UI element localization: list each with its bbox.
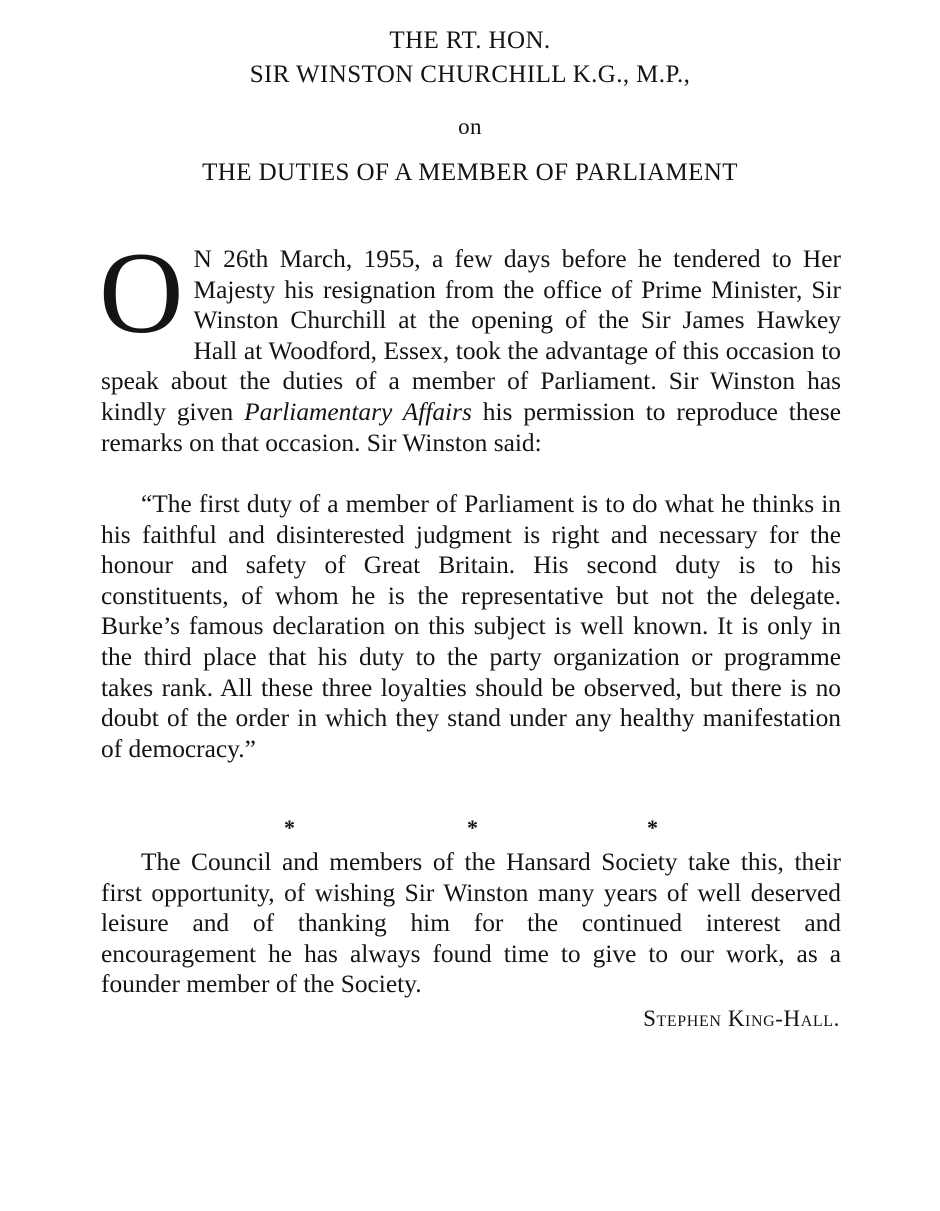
separator-star: * [647,815,658,840]
drop-cap: O [99,229,184,358]
quote-paragraph: “The first duty of a member of Parliament is to do what he thinks in his faithful and disinterested judgment is right and necessary for the honour and safety of Great Britain. His second duty is to his constituents, of whom he is the representative but not the delegate. Burke’s famous declaration on this subject is well known. It is only in the third place that his duty to the party organization or programme takes rank. All these three loyalties should be observed, but there is no doubt of the order in which they stand under any healthy manifestation of democracy.” [101,490,841,763]
separator-star: * [284,815,295,840]
intro-text-start: N 26th March, 1955, a few days before he tendered to Her Majesty his resignation from the office of Prime Minister, Sir Winston Churchill at the opening of the Sir James Hawkey Hall at Woodford, Essex, took the advantage of this occasion to speak about the duties of a member of Parliament. Sir Winston has kindly given [101,245,841,426]
signature: Stephen King-Hall. [643,1006,840,1031]
article-title: THE DUTIES OF A MEMBER OF PARLIAMENT [202,159,738,186]
heading-name: SIR WINSTON CHURCHILL K.G., M.P., [249,61,691,88]
intro-paragraph [99,229,841,458]
heading-connector: on [458,114,482,139]
heading-honorific: THE RT. HON. [389,27,551,54]
journal-name: Parliamentary Affairs [244,397,472,426]
section-separator [0,815,940,841]
separator-star: * [467,815,478,840]
closing-paragraph: The Council and members of the Hansard Society take this, their first opportunity, of wishing Sir Winston many years of well deserved leisure and of thanking him for the continued interest and encouragement he has always found time to give to our work, as a founder member of the Society. [101,848,841,999]
intro-text-end: his permission to reproduce these remarks on that occasion. Sir Winston said: [101,397,841,457]
